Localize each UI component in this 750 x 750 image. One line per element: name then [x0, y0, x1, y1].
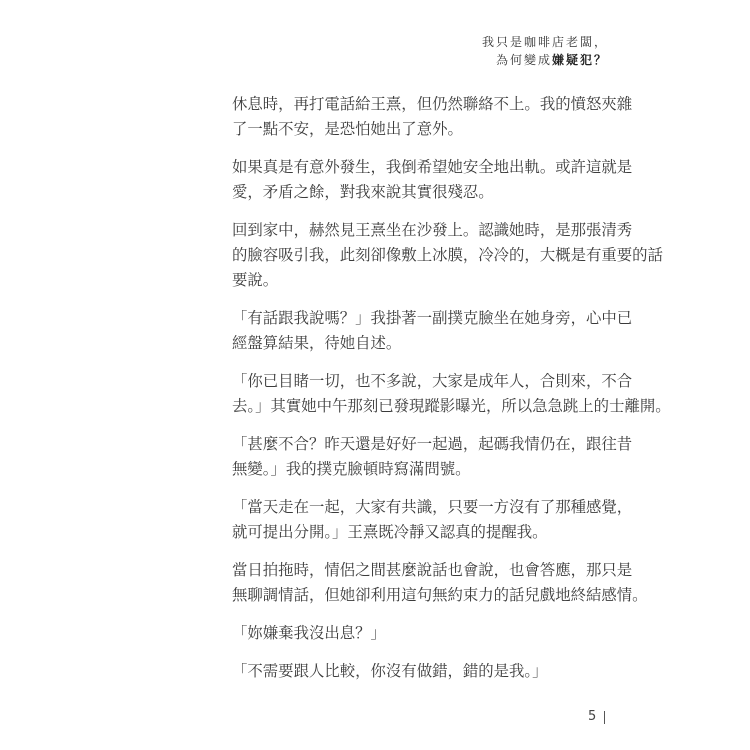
page-number: 5	[588, 709, 597, 724]
text-line: 無變。」我的撲克臉頓時寫滿問號。	[232, 460, 471, 478]
text-line: 「當天走在一起，大家有共識，只要一方沒有了那種感覺，	[232, 498, 633, 516]
body-text	[232, 92, 671, 697]
text-line: 經盤算結果，待她自述。	[232, 334, 402, 352]
text-line: 「甚麼不合？昨天還是好好一起過，起碼我情仍在，跟往昔	[232, 435, 633, 453]
paragraph	[232, 369, 671, 419]
header-line-2	[482, 52, 608, 68]
text-line: 「妳嫌棄我沒出息？」	[232, 624, 386, 642]
header-line-2-prefix: 為何變成	[495, 53, 552, 67]
paragraph	[232, 659, 588, 684]
text-line: 去。」其實她中午那刻已發現蹤影曝光，所以急急跳上的士離開。	[232, 397, 671, 415]
text-line: 「有話跟我說嗎？」我掛著一副撲克臉坐在她身旁，心中已	[232, 309, 633, 327]
folio-divider	[604, 711, 605, 724]
paragraph	[232, 558, 648, 608]
paragraph	[232, 155, 633, 205]
paragraph	[232, 306, 633, 356]
paragraph	[232, 621, 588, 646]
text-line: 就可提出分開。」王熹既冷靜又認真的提醒我。	[232, 523, 548, 541]
text-line: 的臉容吸引我，此刻卻像敷上冰膜，冷冷的，大概是有重要的話	[232, 246, 663, 264]
text-line: 愛，矛盾之餘，對我來說其實很殘忍。	[232, 183, 494, 201]
text-line: 「不需要跟人比較，你沒有做錯，錯的是我。」	[232, 662, 548, 680]
text-line: 「你已目睹一切，也不多說，大家是成年人，合則來，不合	[232, 372, 633, 390]
text-line: 如果真是有意外發生，我倒希望她安全地出軌。或許這就是	[232, 158, 633, 176]
header-line-1: 我只是咖啡店老闆，	[481, 35, 608, 49]
paragraph	[232, 495, 633, 545]
paragraph	[232, 218, 663, 293]
text-line: 回到家中，赫然見王熹坐在沙發上。認識她時，是那張清秀	[232, 221, 633, 239]
paragraph	[232, 92, 633, 142]
paragraph	[232, 432, 633, 482]
running-header	[482, 34, 608, 68]
header-line-2-bold: 嫌疑犯？	[551, 53, 608, 67]
text-line: 休息時，再打電話給王熹，但仍然聯絡不上。我的憤怒夾雜	[232, 95, 633, 113]
text-line: 了一點不安，是恐怕她出了意外。	[232, 120, 463, 138]
text-line: 要說。	[232, 271, 279, 289]
text-line: 無聊調情話，但她卻利用這句無約束力的話兒戲地終結感情。	[232, 586, 648, 604]
text-line: 當日拍拖時，情侶之間甚麼說話也會說，也會答應，那只是	[232, 561, 633, 579]
